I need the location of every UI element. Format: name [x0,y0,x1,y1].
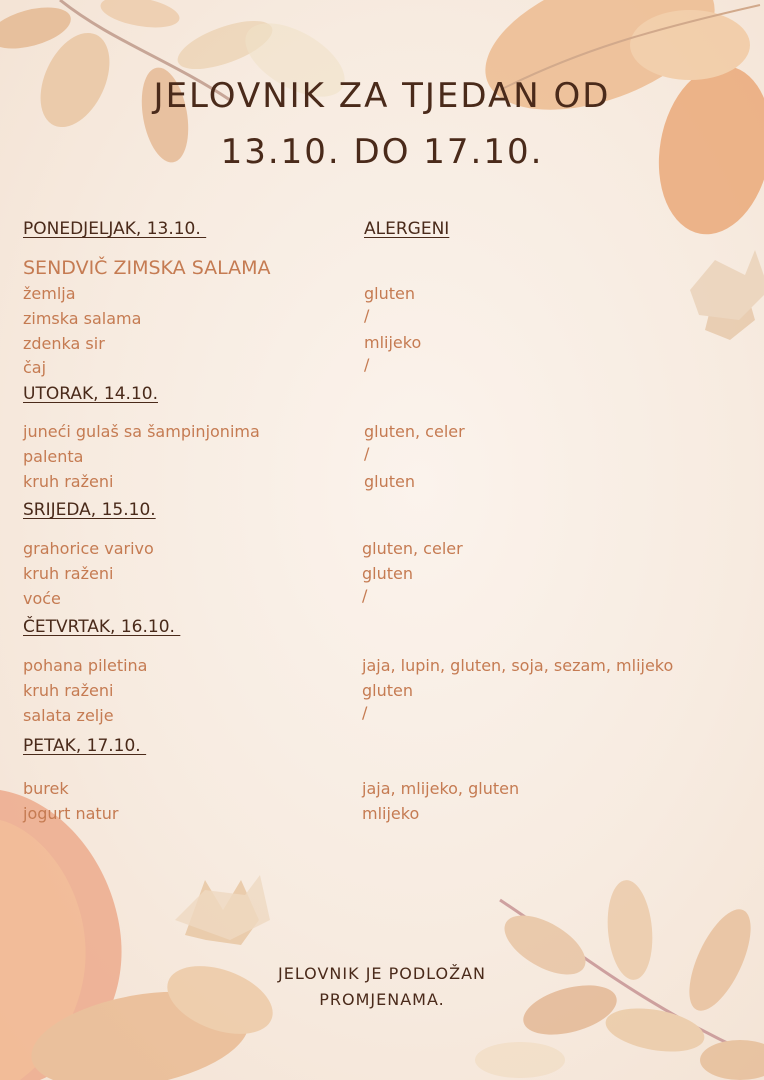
dish-name: kruh raženi [23,472,114,491]
dish-allergens: gluten [362,681,413,700]
dish-allergens: jaja, mlijeko, gluten [362,779,520,798]
dish-allergens: / [362,703,368,722]
dish-allergens: gluten [364,284,415,303]
dish-name: burek [23,779,69,798]
dish-name: palenta [23,447,84,466]
menu-change-note-line2: PROMJENAMA. [319,990,445,1009]
dish-allergens: / [362,586,368,605]
dish-name: grahorice varivo [23,539,154,558]
dish-name: SENDVIČ ZIMSKA SALAMA [23,257,271,279]
dish-name: žemlja [23,284,76,303]
dish-allergens: / [364,444,370,463]
bottom-left-leaves [0,790,282,1080]
allergens-column-header: ALERGENI [364,219,450,239]
day-heading-friday: PETAK, 17.10. [23,736,147,756]
dish-name: voće [23,589,61,608]
dish-name: juneći gulaš sa šampinjonima [23,422,260,441]
dish-allergens: gluten [364,472,415,491]
dish-name: jogurt natur [23,804,119,823]
dish-name: zdenka sir [23,334,105,353]
menu-title-line1: JELOVNIK ZA TJEDAN OD [153,76,611,116]
day-heading-tuesday: UTORAK, 14.10. [23,384,158,404]
day-heading-monday: PONEDJELJAK, 13.10. [23,219,207,239]
menu-change-note-line1: JELOVNIK JE PODLOŽAN [278,964,486,983]
dish-allergens: / [364,355,370,374]
dish-name: salata zelje [23,706,114,725]
dish-allergens: gluten [362,564,413,583]
dish-allergens: gluten, celer [364,422,465,441]
day-heading-thursday: ČETVRTAK, 16.10. [23,617,181,637]
dish-allergens: mlijeko [362,804,420,823]
dish-name: zimska salama [23,309,142,328]
dish-name: kruh raženi [23,564,114,583]
day-heading-wednesday: SRIJEDA, 15.10. [23,500,156,520]
menu-title-line2: 13.10. DO 17.10. [220,132,544,172]
dish-allergens: mlijeko [364,333,422,352]
dish-name: pohana piletina [23,656,148,675]
dish-allergens: / [364,306,370,325]
dish-allergens: gluten, celer [362,539,463,558]
dish-name: čaj [23,358,47,377]
dish-allergens: jaja, lupin, gluten, soja, sezam, mlijeko [362,656,674,675]
dish-name: kruh raženi [23,681,114,700]
